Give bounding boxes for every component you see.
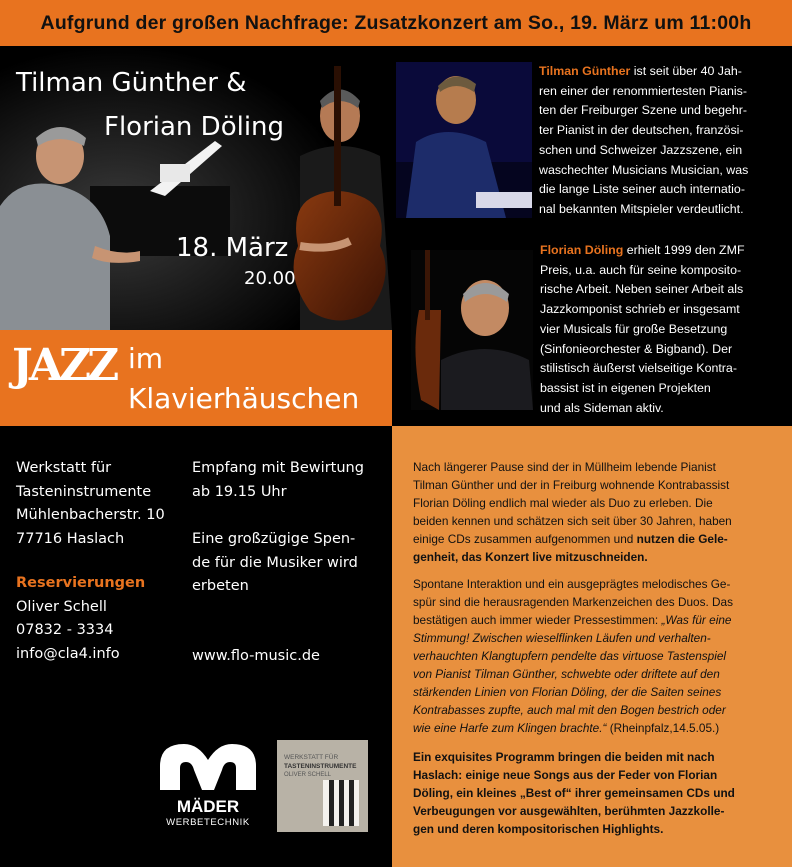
article-paragraph-3 bbox=[413, 748, 735, 838]
bio2-line: Jazzkomponist schrieb er insgesamt bbox=[540, 302, 740, 317]
bio1-line: nal bekannten Mitspieler verdeutlicht. bbox=[539, 201, 744, 216]
article-line: Haslach: einige neue Songs aus der Feder von Florian bbox=[413, 768, 718, 783]
bassist-photo bbox=[411, 250, 533, 410]
reception-info bbox=[192, 457, 364, 504]
bio2-line: stilistisch äußerst vielseitige Kontra- bbox=[540, 361, 737, 376]
bio1-line: ren einer der renommiertesten Pianis- bbox=[539, 83, 747, 98]
website-link[interactable]: www.flo-music.de bbox=[192, 648, 320, 664]
bio1-line: waschechter Musicians Musician, was bbox=[539, 162, 749, 177]
article-line: Ein exquisites Programm bringen die beiden mit nach bbox=[413, 750, 715, 764]
donation-info bbox=[192, 528, 358, 599]
article-line: Nach längerer Pause sind der in Müllheim lebende Pianist bbox=[413, 460, 716, 474]
pianist-photo bbox=[396, 62, 532, 218]
reception-line: Empfang mit Bewirtung bbox=[192, 460, 364, 476]
hero-title-line-1: Tilman Günther & bbox=[16, 68, 247, 98]
article-line: gen und deren kompositorischen Highlights. bbox=[413, 822, 664, 837]
maeder-name: MÄDER bbox=[176, 797, 240, 816]
article-paragraph-1 bbox=[413, 458, 732, 566]
bio2-line: Preis, u.a. auch für seine kompositо- bbox=[540, 262, 742, 277]
concert-time: 20.00 bbox=[244, 268, 296, 289]
donation-line: erbeten bbox=[192, 578, 249, 595]
werkstatt-line-2: TASTENINSTRUMENTE bbox=[284, 763, 357, 770]
press-quote-line: Stimmung! Zwischen wieselflinken Läufen und verhalten- bbox=[413, 631, 711, 646]
article-line: Spontane Interaktion und ein ausgeprägtes melodisches Ge- bbox=[413, 577, 731, 591]
venue-line: Tasteninstrumente bbox=[16, 483, 152, 500]
jazz-logo bbox=[12, 340, 115, 391]
bio2-line: bassist ist in eigenen Projekten bbox=[540, 380, 711, 395]
concert-date: 18. März bbox=[176, 233, 289, 263]
press-quote-line: wie eine Harfe zum Klingen brachte.“ bbox=[413, 721, 607, 736]
press-quote: „Was für eine bbox=[661, 613, 732, 628]
bio1-line: ten der Freiburger Szene und begehr- bbox=[539, 103, 748, 118]
article-line: Verbeugungen vor ausgewählten, berühmten Jazzkolle- bbox=[413, 804, 725, 819]
pianist-name: Tilman Günther bbox=[539, 64, 631, 78]
bio1-line: schen und Schweizer Jazzszene, ein bbox=[539, 142, 743, 157]
article-line: Florian Döling endlich mal wieder als Duo zu erleben. Die bbox=[413, 496, 713, 511]
press-quote-line: Kontrabasses zupfte, auch mal mit den Bogen bestrich oder bbox=[413, 703, 726, 718]
donation-line: de für die Musiker wird bbox=[192, 554, 358, 571]
logo-line-2: Klavierhäuschen bbox=[128, 382, 360, 415]
maeder-sub: WERBETECHNIK bbox=[166, 817, 250, 828]
logo-line-1: im bbox=[128, 342, 164, 375]
article-line: einige CDs zusammen aufgenommen und bbox=[413, 532, 637, 547]
venue-line: Mühlenbacherstr. 10 bbox=[16, 507, 165, 524]
reception-line: ab 19.15 Uhr bbox=[192, 483, 287, 500]
banner-text: Aufgrund der großen Nachfrage: Zusatzkonzert am So., 19. März um 11:00h bbox=[40, 12, 752, 34]
article-line: bestätigen auch immer wieder Pressestimmen: bbox=[413, 613, 662, 628]
bio2-line: vier Musicals für große Besetzung bbox=[540, 321, 728, 336]
venue-address bbox=[16, 457, 165, 551]
bio2-line: rische Arbeit. Neben seiner Arbeit als bbox=[540, 282, 744, 297]
reservation-name: Oliver Schell bbox=[16, 598, 107, 615]
venue-line: Werkstatt für bbox=[16, 460, 112, 476]
press-quote-line: verhauchten Klangtupfern pendelte das virtuose Tastenspiel bbox=[413, 649, 727, 664]
article-highlight: nutzen die Gele- bbox=[636, 532, 728, 547]
werkstatt-line-1: WERKSTATT FÜR bbox=[284, 754, 339, 761]
jazz-logo-word: JAZZ bbox=[12, 340, 116, 391]
article-line: Döling, ein kleines „Best of“ ihrer gemeinsamen CDs und bbox=[413, 786, 735, 801]
press-source: (Rheinpfalz,14.5.05.) bbox=[606, 721, 720, 736]
reservation-phone[interactable]: 07832 - 3334 bbox=[16, 622, 114, 639]
venue-line: 77716 Haslach bbox=[16, 530, 125, 547]
article-line: spür sind die herausragenden Markenzeichen des Duos. Das bbox=[413, 595, 734, 610]
bio2-line-1: erhielt 1999 den ZMF bbox=[623, 243, 745, 257]
article-paragraph-2 bbox=[413, 575, 733, 737]
werkstatt-logo bbox=[277, 740, 368, 832]
reservation-heading: Reservierungen bbox=[16, 575, 146, 591]
press-quote-line: von Pianist Tilman Günther, schwebte oder driftete auf den bbox=[413, 667, 720, 682]
hero-title-line-2: Florian Döling bbox=[104, 112, 285, 142]
bio1-line: ter Pianist in der deutschen, französi- bbox=[539, 123, 744, 138]
bio2-line: und als Sideman aktiv. bbox=[540, 400, 664, 415]
bassist-bio bbox=[540, 241, 745, 418]
article-highlight: genheit, das Konzert live mitzuschneiden. bbox=[413, 550, 648, 565]
donation-line: Eine großzügige Spen- bbox=[192, 531, 356, 547]
reservation-email[interactable]: info@cla4.info bbox=[16, 645, 120, 662]
werkstatt-line-3: OLIVER SCHELL bbox=[284, 772, 332, 778]
article-line: Tilman Günther und der in Freiburg wohnende Kontrabassist bbox=[413, 478, 730, 493]
maeder-logo bbox=[156, 738, 260, 830]
bio2-line: (Sinfonieorchester & Bigband). Der bbox=[540, 341, 733, 356]
bio1-line-1: ist seit über 40 Jah- bbox=[630, 64, 742, 78]
article-line: beiden kennen und schätzen sich seit über 30 Jahren, haben bbox=[413, 514, 732, 529]
bio1-line: die lange Liste seiner auch internatio- bbox=[539, 182, 745, 197]
reservation-block bbox=[16, 572, 145, 666]
pianist-bio bbox=[539, 62, 748, 220]
bassist-name: Florian Döling bbox=[540, 243, 624, 257]
press-quote-line: stärkenden Linien von Florian Döling, der die Saiten seines bbox=[413, 685, 722, 700]
